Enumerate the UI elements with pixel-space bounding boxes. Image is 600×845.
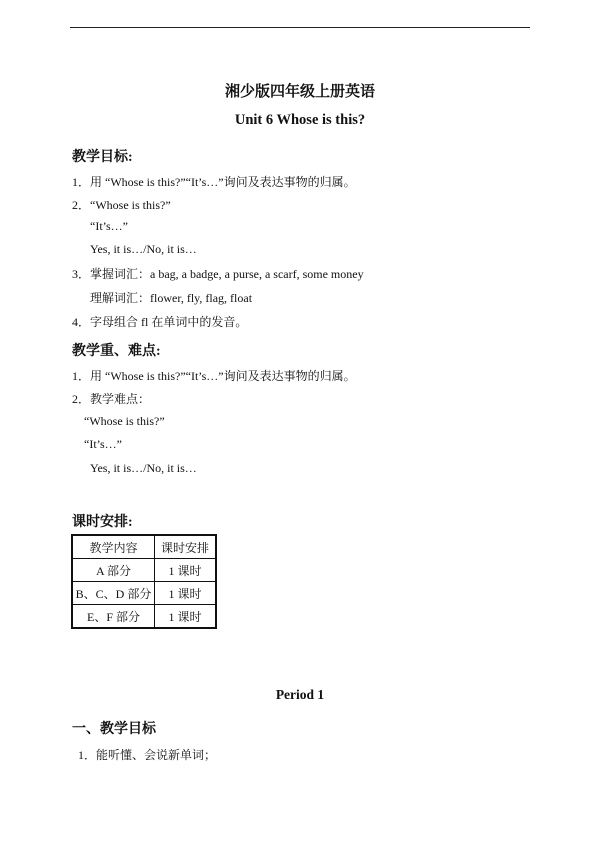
key-points-heading: 教学重、难点: <box>72 344 161 359</box>
objective-line: 4．字母组合 fl 在单词中的发音。 <box>72 315 248 329</box>
objective-line: 理解词汇：flower, fly, flag, float <box>90 291 253 305</box>
key-point-line: 2．教学难点： <box>72 392 151 406</box>
table-header-row <box>72 535 216 559</box>
table-cell: 1 课时 <box>155 605 217 629</box>
document-title: 湘少版四年级上册英语 <box>224 84 375 100</box>
table-header-cell: 课时安排 <box>155 535 217 559</box>
key-point-line: “It’s…” <box>84 437 122 451</box>
unit-title: Unit 6 Whose is this? <box>234 112 366 128</box>
key-point-line: 1．用 “Whose is this?”“It’s…”询问及表达事物的归属。 <box>72 369 356 383</box>
period-section-heading: 一、教学目标 <box>72 722 156 737</box>
schedule-heading: 课时安排: <box>72 515 133 530</box>
table-row <box>72 559 216 582</box>
key-point-line: “Whose is this?” <box>84 414 165 428</box>
objective-line: 1．用 “Whose is this?”“It’s…”询问及表达事物的归属。 <box>72 175 356 189</box>
table-cell: B、C、D 部分 <box>72 582 155 605</box>
key-point-line: Yes, it is…/No, it is… <box>90 461 197 475</box>
table-cell: E、F 部分 <box>72 605 155 629</box>
table-row <box>72 582 216 605</box>
objective-line: 2．“Whose is this?” <box>72 198 171 212</box>
period-title: Period 1 <box>275 687 325 702</box>
schedule-table <box>71 534 217 629</box>
table-row <box>72 605 216 629</box>
objectives-heading: 教学目标: <box>72 150 133 165</box>
header-rule <box>70 27 530 28</box>
objective-line: Yes, it is…/No, it is… <box>90 242 197 256</box>
objective-line: 3．掌握词汇：a bag, a badge, a purse, a scarf, some money <box>72 267 364 281</box>
table-cell: 1 课时 <box>155 582 217 605</box>
table-cell: A 部分 <box>72 559 155 582</box>
period-item-line: 1．能听懂、会说新单词； <box>78 748 217 762</box>
objective-line: “It’s…” <box>90 219 128 233</box>
table-cell: 1 课时 <box>155 559 217 582</box>
table-header-cell: 教学内容 <box>72 535 155 559</box>
